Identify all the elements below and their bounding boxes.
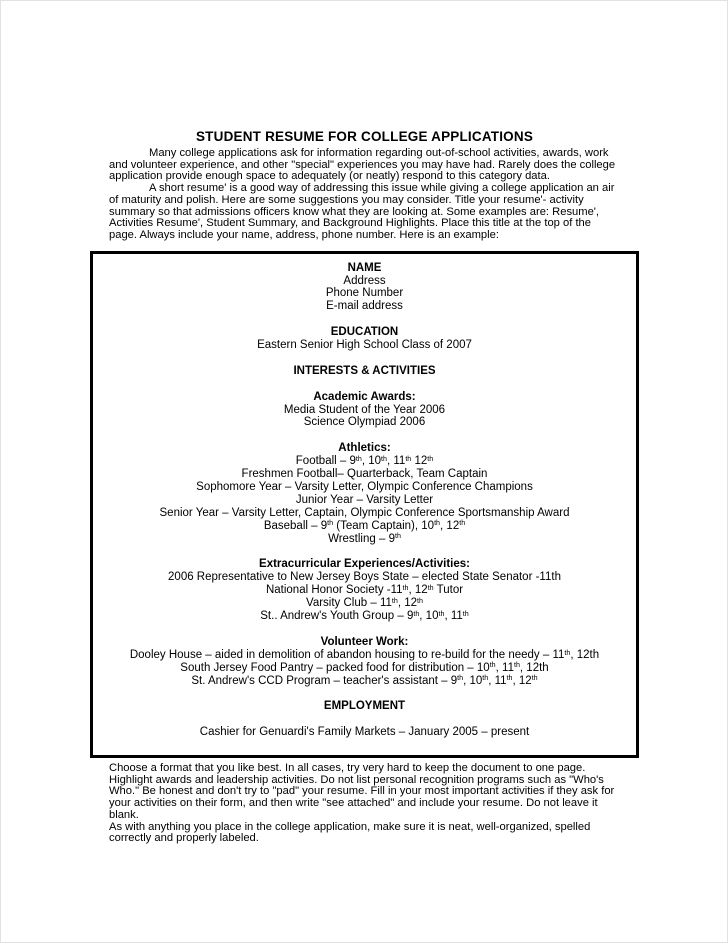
resume-line: Sophomore Year – Varsity Letter, Olympic Conference Champions: [196, 480, 533, 493]
resume-line: St. Andrew's CCD Program – teacher's assistant – 9th, 10th, 11th, 12th: [191, 674, 538, 687]
resume-line: Address: [343, 274, 386, 287]
resume-line: [103, 623, 626, 636]
intro-paragraph-2: A short resume' is a good way of addressing this issue while giving a college application an air of maturity and polish. Here are some suggestions you may consider. Title your resume'- activity summary so that admissions officers know what they are looking at. Some examples are: Resume', Activities Resume', Student Summary, and Background Highlights. Place this title at the top of the page. Always include your name, address, phone number. Here is an example:: [109, 182, 615, 241]
resume-line: NAME: [347, 261, 382, 274]
resume-example-box: [90, 251, 639, 758]
resume-line: Extracurricular Experiences/Activities:: [259, 558, 470, 571]
intro-paragraph-1: Many college applications ask for information regarding out-of-school activities, awards, work and volunteer experience, and other "special" experiences you may have had. Rarely does the college application provide enough space to adequately (or neatly) respond to this category data.: [109, 147, 616, 183]
resume-line: Dooley House – aided in demolition of abandon housing to re-build for the needy – 11th, 12th: [129, 648, 600, 661]
resume-line: Academic Awards:: [313, 390, 416, 403]
resume-line: 2006 Representative to New Jersey Boys State – elected State Senator -11th: [168, 571, 561, 584]
resume-line: Science Olympiad 2006: [303, 416, 426, 429]
resume-line: Football – 9th, 10th, 11th 12th: [295, 454, 434, 468]
resume-line: [103, 546, 626, 559]
document-content: [109, 129, 620, 845]
resume-line: Wrestling – 9th: [328, 532, 401, 545]
resume-line: [103, 713, 626, 726]
closing-paragraph-1: Choose a format that you like best. In all cases, try very hard to keep the document to one page. Highlight awards and leadership activities. Do not list personal recognition programs such as "Who's Who." Be honest and don't try to "pad" your resume. Fill in your most important activities if they ask for your activities on their form, and then write "see attached" and include your resume. Do not leave it blank.: [109, 762, 615, 821]
resume-line: South Jersey Food Pantry – packed food for distribution – 10th, 11th, 12th: [180, 661, 549, 674]
page-title: STUDENT RESUME FOR COLLEGE APPLICATIONS: [195, 129, 534, 144]
resume-line: INTERESTS & ACTIVITIES: [293, 364, 436, 377]
resume-line: [103, 378, 626, 391]
resume-line: Freshmen Football– Quarterback, Team Captain: [241, 468, 488, 481]
resume-line: E-mail address: [326, 300, 403, 313]
resume-line: Varsity Club – 11th, 12th: [306, 596, 423, 610]
resume-line: Phone Number: [325, 287, 404, 300]
resume-line: Eastern Senior High School Class of 2007: [257, 339, 472, 352]
resume-line: [103, 313, 626, 326]
resume-line: St.. Andrew's Youth Group – 9th, 10th, 11th: [260, 609, 469, 623]
closing-block: [109, 763, 620, 845]
resume-line: National Honor Society -11th, 12th Tutor: [265, 584, 464, 597]
resume-line: EMPLOYMENT: [323, 700, 406, 713]
resume-line: EDUCATION: [330, 326, 399, 339]
resume-line: [103, 429, 626, 442]
resume-line: Senior Year – Varsity Letter, Captain, Olympic Conference Sportsmanship Award: [159, 506, 570, 519]
resume-line: Athletics:: [338, 442, 391, 455]
resume-line: Media Student of the Year 2006: [283, 403, 446, 416]
resume-line: [103, 352, 626, 365]
resume-line: Baseball – 9th (Team Captain), 10th, 12th: [263, 519, 466, 532]
resume-line: Junior Year – Varsity Letter: [295, 493, 434, 506]
resume-line: Volunteer Work:: [320, 635, 409, 648]
closing-paragraph-2: As with anything you place in the college application, make sure it is neat, well-organized, spelled correctly and properly labeled.: [109, 820, 591, 845]
resume-line: [103, 687, 626, 700]
resume-line: Cashier for Genuardi's Family Markets – January 2005 – present: [199, 726, 530, 739]
